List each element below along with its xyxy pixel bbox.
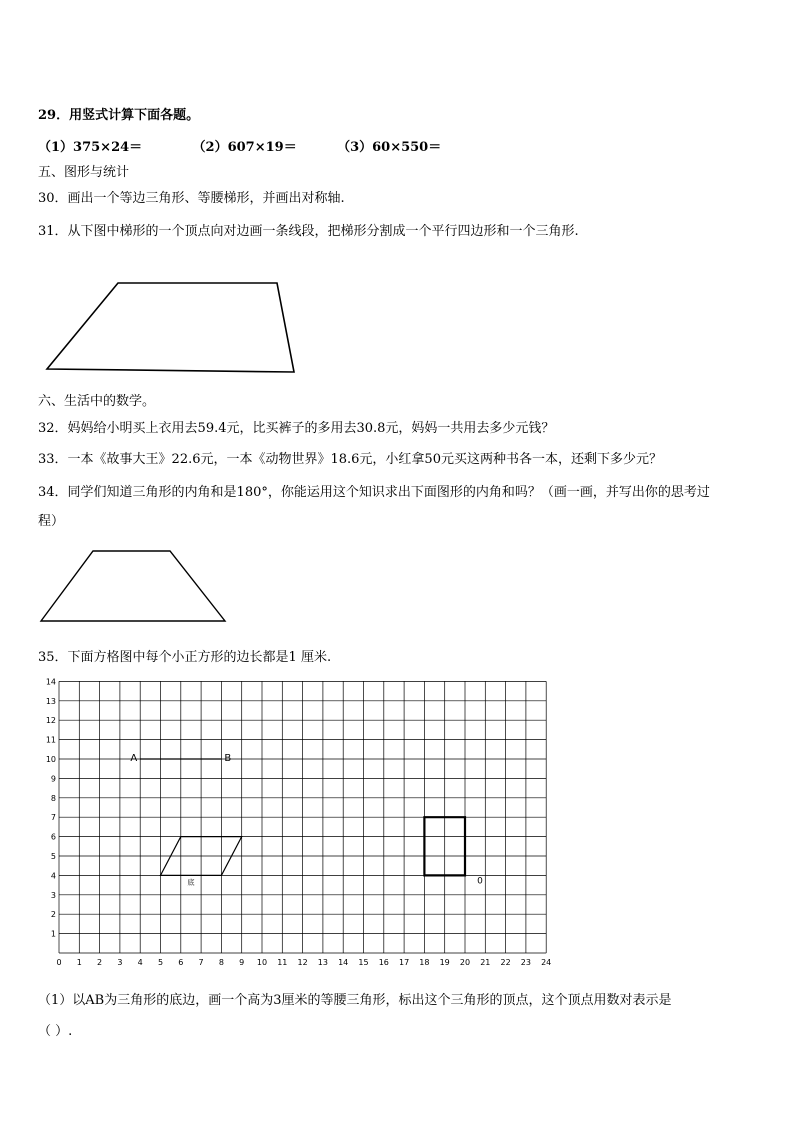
rectangle-label: 0 [477,876,483,887]
y-tick-label: 7 [50,813,56,823]
y-tick-label: 2 [50,910,56,920]
x-tick-label: 12 [297,958,308,967]
question-35-sub1-line2: （ ）. [38,1024,73,1039]
parallelogram-base-label: 底 [187,878,195,887]
x-tick-label: 23 [520,958,531,967]
x-tick-label: 16 [378,958,389,967]
y-tick-label: 14 [45,677,56,687]
x-tick-label: 13 [317,958,328,967]
y-tick-label: 8 [50,793,56,803]
question-30: 30．画出一个等边三角形、等腰梯形，并画出对称轴. [38,191,345,206]
question-31: 31．从下图中梯形的一个顶点向对边画一条线段，把梯形分割成一个平行四边形和一个三角形. [38,224,579,239]
x-tick-label: 19 [439,958,450,967]
question-29-title: 29．用竖式计算下面各题。 [38,108,200,123]
x-tick-label: 15 [358,958,369,967]
question-34-line1: 34．同学们知道三角形的内角和是180°，你能运用这个知识求出下面图形的内角和吗？（画一画，并写出你的思考过 [38,485,710,500]
y-tick-label: 6 [50,832,56,842]
calc-item-1: （1）375×24＝ [38,140,143,155]
x-tick-label: 22 [500,958,511,967]
x-tick-label: 1 [76,958,82,967]
y-tick-label: 5 [50,852,56,861]
x-tick-label: 17 [399,958,410,967]
section-5-heading: 五、图形与统计 [38,165,130,180]
x-tick-label: 9 [239,958,245,967]
x-tick-label: 2 [97,958,103,967]
x-tick-label: 6 [178,958,184,967]
x-tick-label: 20 [459,958,471,967]
x-tick-label: 0 [56,958,62,967]
x-tick-label: 14 [338,958,349,967]
y-tick-label: 9 [50,774,56,784]
y-tick-label: 10 [45,755,56,764]
y-tick-label: 1 [50,929,56,939]
label-b: B [224,753,232,764]
question-35-sub1-line1: （1）以AB为三角形的底边，画一个高为3厘米的等腰三角形，标出这个三角形的顶点，这个顶点用数对表示是 [38,993,672,1008]
question-34-line2: 程） [38,514,65,529]
question-35-title: 35．下面方格图中每个小正方形的边长都是1 厘米. [38,650,332,665]
x-tick-label: 24 [541,958,552,967]
calc-item-2: （2）607×19＝ [192,140,297,155]
section-6-heading: 六、生活中的数学。 [38,394,156,409]
x-tick-label: 11 [277,958,288,967]
y-tick-label: 11 [45,735,56,745]
x-tick-label: 10 [256,958,268,967]
y-tick-label: 13 [45,696,56,706]
y-tick-label: 3 [50,890,56,900]
x-tick-label: 4 [137,958,143,967]
calc-item-3: （3）60×550＝ [337,140,442,155]
question-33: 33．一本《故事大王》22.6元，一本《动物世界》18.6元，小红拿50元买这两种书各一本，还剩下多少元？ [38,452,662,467]
label-a: A [130,753,138,764]
x-tick-label: 8 [218,958,224,967]
question-32: 32．妈妈给小明买上衣用去59.4元，比买裤子的多用去30.8元，妈妈一共用去多少元钱？ [38,421,555,436]
x-tick-label: 21 [480,958,491,967]
x-tick-label: 18 [419,958,430,967]
x-tick-label: 7 [198,958,204,967]
y-tick-label: 4 [50,871,56,881]
y-tick-label: 12 [45,716,56,726]
x-tick-label: 5 [157,958,164,967]
x-tick-label: 3 [117,958,123,967]
